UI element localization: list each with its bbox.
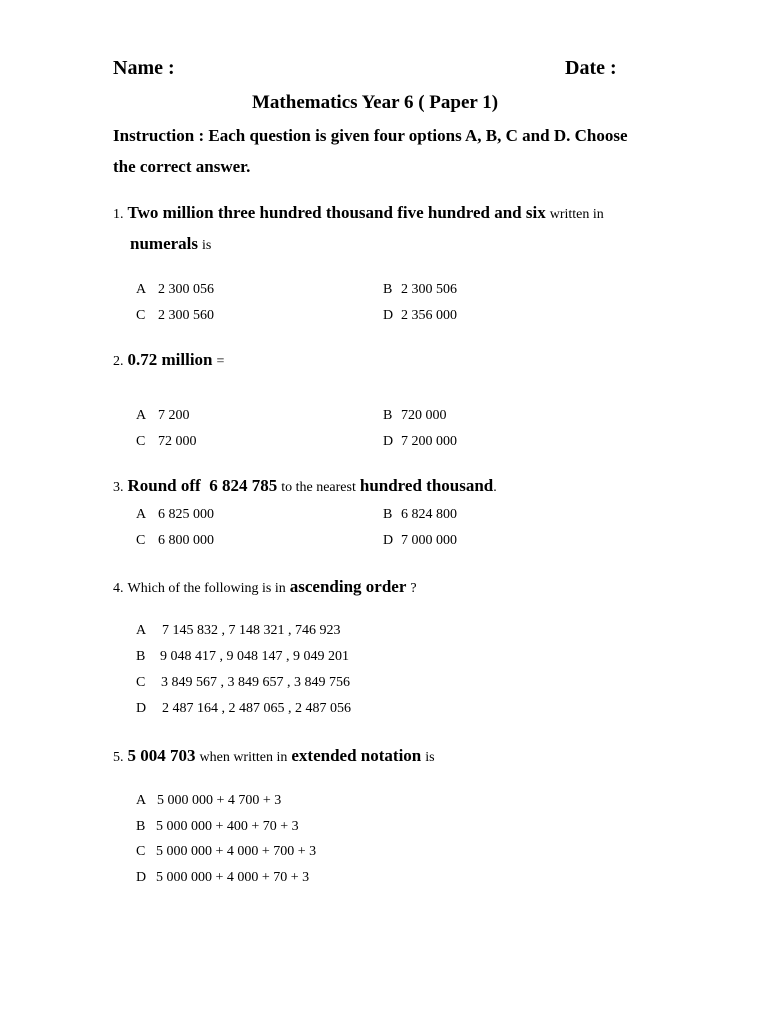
question-number: 5. xyxy=(113,750,124,765)
option-text: 2 487 164 , 2 487 065 , 2 487 056 xyxy=(162,701,351,716)
date-label: Date : xyxy=(565,57,617,79)
option-text: 6 825 000 xyxy=(158,507,214,522)
option-text: 7 200 xyxy=(158,408,190,423)
question-text-bold: 5 004 703 xyxy=(127,746,196,765)
option-text: 5 000 000 + 4 700 + 3 xyxy=(157,793,282,808)
option-text: 5 000 000 + 4 000 + 70 + 3 xyxy=(156,870,310,885)
question-text-bold: numerals xyxy=(130,234,198,253)
option-letter: C xyxy=(136,434,146,449)
option-text: 2 300 560 xyxy=(158,308,214,323)
option-d[interactable] xyxy=(136,870,309,886)
question-text-bold: Two million three hundred thousand five hundred and six xyxy=(127,203,546,222)
question-text-bold: hundred thousand xyxy=(359,476,494,495)
question-text: Which of the following is in xyxy=(127,581,286,596)
option-letter: D xyxy=(383,308,394,323)
option-text: 6 824 800 xyxy=(401,507,457,522)
option-d[interactable] xyxy=(383,533,457,549)
option-letter: C xyxy=(136,533,146,548)
question-text: = xyxy=(216,354,225,369)
question-text-bold: ascending order xyxy=(289,577,407,596)
option-text: 6 800 000 xyxy=(158,533,214,548)
option-letter: C xyxy=(136,308,146,323)
option-letter: D xyxy=(136,870,147,885)
question-2 xyxy=(113,350,224,370)
option-b[interactable] xyxy=(383,282,457,298)
option-b[interactable] xyxy=(383,408,447,424)
option-letter: D xyxy=(383,533,394,548)
question-number: 1. xyxy=(113,207,124,222)
question-5 xyxy=(113,746,435,766)
option-b[interactable] xyxy=(136,819,299,835)
option-b[interactable] xyxy=(136,649,349,665)
option-letter: A xyxy=(136,408,147,423)
option-c[interactable] xyxy=(136,434,197,450)
option-c[interactable] xyxy=(136,533,214,549)
option-text: 7 200 000 xyxy=(401,434,457,449)
question-text: written in xyxy=(549,207,604,222)
option-text: 7 000 000 xyxy=(401,533,457,548)
option-text: 5 000 000 + 4 000 + 700 + 3 xyxy=(156,844,317,859)
question-number: 4. xyxy=(113,581,124,596)
question-3 xyxy=(113,476,497,496)
option-b[interactable] xyxy=(383,507,457,523)
instruction-line-2: the correct answer. xyxy=(113,157,251,176)
option-d[interactable] xyxy=(136,701,351,717)
option-text: 3 849 567 , 3 849 657 , 3 849 756 xyxy=(161,675,350,690)
question-text: . xyxy=(493,480,497,495)
option-a[interactable] xyxy=(136,793,281,809)
question-text-bold: Round off 6 824 785 xyxy=(127,476,278,495)
option-letter: B xyxy=(383,507,393,522)
option-letter: C xyxy=(136,844,146,859)
option-a[interactable] xyxy=(136,282,214,298)
question-number: 3. xyxy=(113,480,124,495)
option-c[interactable] xyxy=(136,844,316,860)
option-letter: D xyxy=(383,434,394,449)
question-text: is xyxy=(425,750,435,765)
option-text: 72 000 xyxy=(158,434,197,449)
question-text-bold: 0.72 million xyxy=(127,350,213,369)
option-text: 2 300 056 xyxy=(158,282,214,297)
question-text-bold: extended notation xyxy=(291,746,422,765)
option-text: 2 300 506 xyxy=(401,282,457,297)
question-number: 2. xyxy=(113,354,124,369)
question-4 xyxy=(113,577,417,597)
option-letter: A xyxy=(136,793,147,808)
option-c[interactable] xyxy=(136,675,350,691)
question-text: when written in xyxy=(199,750,288,765)
option-letter: B xyxy=(383,282,393,297)
option-text: 7 145 832 , 7 148 321 , 746 923 xyxy=(162,623,341,638)
option-letter: A xyxy=(136,623,147,638)
question-text: is xyxy=(202,238,212,253)
option-letter: B xyxy=(136,819,146,834)
paper-title: Mathematics Year 6 ( Paper 1) xyxy=(252,92,499,113)
option-d[interactable] xyxy=(383,434,457,450)
name-label: Name : xyxy=(113,57,175,79)
question-text: to the nearest xyxy=(281,480,356,495)
question-text: ? xyxy=(410,581,417,596)
option-d[interactable] xyxy=(383,308,457,324)
option-letter: C xyxy=(136,675,146,690)
question-1-line-2 xyxy=(130,234,211,254)
option-letter: A xyxy=(136,507,147,522)
instruction-line-1: Instruction : Each question is given four options A, B, C and D. Choose xyxy=(113,126,628,145)
option-letter: B xyxy=(383,408,393,423)
option-a[interactable] xyxy=(136,623,341,639)
option-text: 9 048 417 , 9 048 147 , 9 049 201 xyxy=(160,649,349,664)
option-text: 720 000 xyxy=(401,408,447,423)
option-letter: D xyxy=(136,701,147,716)
option-a[interactable] xyxy=(136,507,214,523)
option-a[interactable] xyxy=(136,408,190,424)
option-c[interactable] xyxy=(136,308,214,324)
option-letter: B xyxy=(136,649,146,664)
question-1 xyxy=(113,203,604,223)
option-letter: A xyxy=(136,282,147,297)
option-text: 2 356 000 xyxy=(401,308,457,323)
option-text: 5 000 000 + 400 + 70 + 3 xyxy=(156,819,299,834)
